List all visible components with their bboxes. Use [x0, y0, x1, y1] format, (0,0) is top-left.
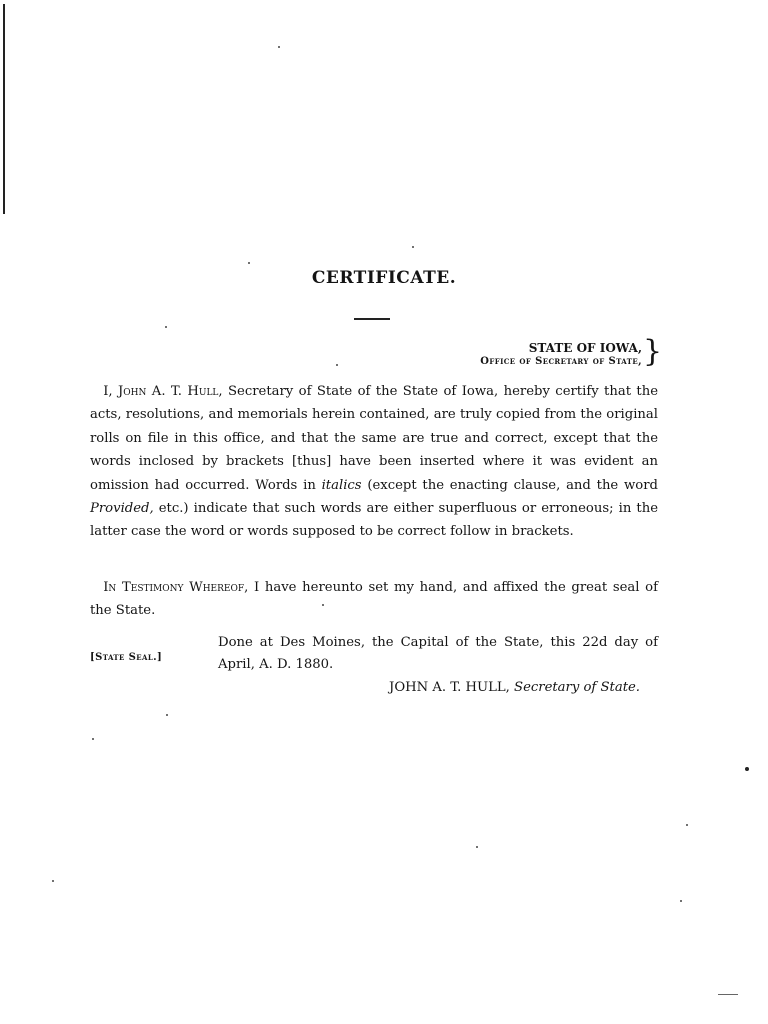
- scan-speck: [745, 767, 749, 771]
- scan-speck: [476, 846, 478, 848]
- italics-word: italics: [321, 477, 362, 493]
- scan-speck: [322, 604, 324, 606]
- provided-word: Provided,: [90, 501, 154, 517]
- scan-speck: [248, 262, 250, 264]
- scan-speck: [165, 326, 167, 328]
- scan-speck: [278, 46, 280, 48]
- opening-text: I,: [103, 384, 118, 399]
- testimony-phrase: In Testimony Whereof: [103, 580, 245, 595]
- certification-text-a: , Secretary of State of the State of Iowa, hereby certify that the acts, resolutions, and memorials herein contained, are truly copied from the original rolls on file in this office, and that the same are true and correct, except that the words inclosed by brackets [thus] have been inserted where it was evident an omission had occurred. Words in: [90, 384, 658, 493]
- page-edge-line: [3, 4, 5, 214]
- scan-speck: [92, 738, 94, 740]
- header-brace: }: [643, 334, 663, 369]
- secretary-name: John A. T. Hull: [118, 384, 219, 399]
- certification-text-b: (except the enacting clause, and the word: [361, 477, 658, 493]
- testimony-text: , I have hereunto set my hand, and affixed the great seal of the State.: [90, 580, 658, 619]
- certificate-title: CERTIFICATE.: [311, 268, 457, 288]
- state-header: [480, 341, 642, 369]
- title-rule: [354, 318, 390, 320]
- certification-paragraph: [90, 380, 658, 544]
- signature-title: Secretary of State.: [514, 680, 640, 695]
- scan-mark: [718, 994, 738, 995]
- signature-name: JOHN A. T. HULL,: [389, 680, 515, 695]
- scan-speck: [680, 900, 682, 902]
- state-name: STATE OF IOWA,: [528, 341, 642, 355]
- signature-line: [389, 680, 640, 695]
- scan-speck: [166, 714, 168, 716]
- scan-speck: [52, 880, 54, 882]
- scan-speck: [686, 824, 688, 826]
- scan-speck: [336, 364, 338, 366]
- scan-speck: [412, 246, 414, 248]
- testimony-paragraph: [90, 576, 658, 623]
- office-name: Office of Secretary of State,: [480, 356, 642, 367]
- certification-text-c: etc.) indicate that such words are either superfluous or erroneous; in the latter case the word or words supposed to be correct follow in brackets.: [90, 501, 658, 540]
- done-at-text: Done at Des Moines, the Capital of the State, this 22d day of April, A. D. 1880.: [218, 635, 658, 672]
- state-seal-label: [State Seal.]: [90, 652, 163, 663]
